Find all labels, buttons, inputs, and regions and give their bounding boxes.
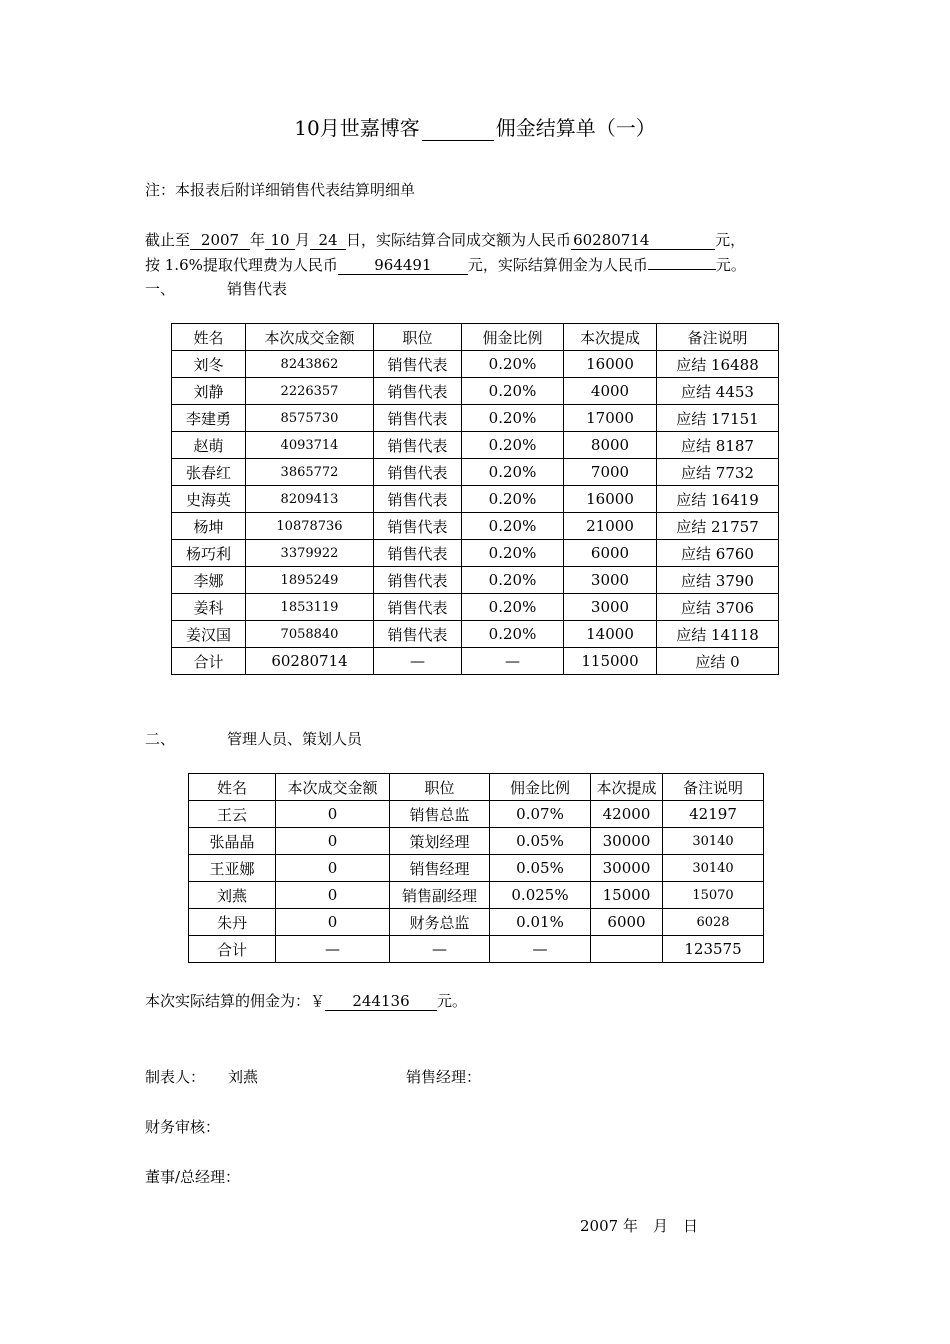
- table-cell: 应结 3706: [657, 594, 779, 621]
- table-cell: 王云: [189, 801, 276, 828]
- table-cell: 0.05%: [490, 828, 591, 855]
- summary-line-2: [145, 254, 746, 275]
- summary-line-1: [145, 229, 745, 250]
- table-cell: 杨坤: [172, 513, 246, 540]
- section-2-heading: [145, 728, 362, 749]
- table-cell: 销售代表: [374, 351, 462, 378]
- table-cell: 1895249: [246, 567, 374, 594]
- table-cell: 42197: [663, 801, 764, 828]
- section-number: 一、: [145, 280, 176, 298]
- table-cell: 14000: [564, 621, 657, 648]
- table-cell: 应结 14118: [657, 621, 779, 648]
- table-cell: 销售代表: [374, 567, 462, 594]
- table-row: [172, 405, 779, 432]
- column-header: 本次成交金额: [246, 324, 374, 351]
- title-left: 10月世嘉博客: [294, 116, 420, 140]
- table-cell: 销售代表: [374, 432, 462, 459]
- table-cell: 115000: [564, 648, 657, 675]
- table-cell: 4000: [564, 378, 657, 405]
- column-header: 佣金比例: [462, 324, 564, 351]
- table-cell: —: [390, 936, 490, 963]
- table-row: [189, 828, 764, 855]
- table-cell: 3379922: [246, 540, 374, 567]
- table-cell: 0.20%: [462, 378, 564, 405]
- table-row: [172, 351, 779, 378]
- total-suffix: 元。: [437, 992, 468, 1010]
- table-cell: 0.20%: [462, 405, 564, 432]
- table-cell: 8575730: [246, 405, 374, 432]
- table-cell: 张晶晶: [189, 828, 276, 855]
- table-row: [172, 567, 779, 594]
- column-header: 职位: [374, 324, 462, 351]
- maker-name: 刘燕: [228, 1068, 259, 1086]
- table-cell: 应结 7732: [657, 459, 779, 486]
- table-cell: 17000: [564, 405, 657, 432]
- table-cell: 销售经理: [390, 855, 490, 882]
- table-cell: 应结 16488: [657, 351, 779, 378]
- table-row: [189, 855, 764, 882]
- table-cell: [591, 936, 663, 963]
- table-cell: 3000: [564, 567, 657, 594]
- table-cell: 0.20%: [462, 432, 564, 459]
- note: 注：本报表后附详细销售代表结算明细单: [145, 181, 416, 199]
- maker-label: 制表人：: [145, 1068, 206, 1086]
- finance-review-label: 财务审核：: [145, 1118, 221, 1136]
- table-row: [189, 909, 764, 936]
- summary-text: 截止至: [145, 231, 191, 249]
- column-header: 职位: [390, 774, 490, 801]
- total-commission-line: [145, 990, 467, 1011]
- table-cell: 10878736: [246, 513, 374, 540]
- table-cell: 应结 16419: [657, 486, 779, 513]
- table-cell: 0.20%: [462, 513, 564, 540]
- management-table: [188, 773, 764, 963]
- table-cell: 7000: [564, 459, 657, 486]
- table-cell: 30140: [663, 855, 764, 882]
- summary-text: 按 1.6%提取代理费为人民币: [145, 256, 338, 274]
- table-row: [172, 459, 779, 486]
- table-row: [172, 432, 779, 459]
- sales-manager-label: 销售经理：: [406, 1068, 482, 1086]
- table-cell: 0.20%: [462, 594, 564, 621]
- table-cell: 6028: [663, 909, 764, 936]
- table-cell: 刘静: [172, 378, 246, 405]
- section-title: 销售代表: [227, 280, 288, 298]
- sales-rep-table: [171, 323, 779, 675]
- table-cell: 李建勇: [172, 405, 246, 432]
- table-row: [189, 936, 764, 963]
- table-cell: 王亚娜: [189, 855, 276, 882]
- table-cell: 刘燕: [189, 882, 276, 909]
- table-cell: 0.20%: [462, 567, 564, 594]
- table-cell: 15000: [591, 882, 663, 909]
- table-cell: 0: [276, 828, 390, 855]
- table-cell: 0: [276, 801, 390, 828]
- table-cell: 16000: [564, 486, 657, 513]
- table-cell: 销售总监: [390, 801, 490, 828]
- table-cell: 8000: [564, 432, 657, 459]
- table-row: [189, 882, 764, 909]
- table-cell: 销售代表: [374, 594, 462, 621]
- table-cell: 应结 8187: [657, 432, 779, 459]
- table-cell: —: [374, 648, 462, 675]
- table-cell: 应结 0: [657, 648, 779, 675]
- column-header: 备注说明: [663, 774, 764, 801]
- table-cell: 15070: [663, 882, 764, 909]
- table-cell: 8243862: [246, 351, 374, 378]
- table-cell: 应结 6760: [657, 540, 779, 567]
- settle-month: 10: [265, 231, 295, 250]
- table-cell: 0.20%: [462, 459, 564, 486]
- general-manager-label: 董事/总经理：: [145, 1168, 241, 1186]
- table-cell: 张春红: [172, 459, 246, 486]
- table-cell: 21000: [564, 513, 657, 540]
- table-cell: 0.20%: [462, 351, 564, 378]
- table-cell: 销售代表: [374, 459, 462, 486]
- table-row: [172, 540, 779, 567]
- table-cell: 0.05%: [490, 855, 591, 882]
- table-cell: 策划经理: [390, 828, 490, 855]
- table-cell: 3000: [564, 594, 657, 621]
- table-cell: 0: [276, 909, 390, 936]
- table-cell: 赵萌: [172, 432, 246, 459]
- table-cell: 姜科: [172, 594, 246, 621]
- table-cell: 4093714: [246, 432, 374, 459]
- table-cell: 李娜: [172, 567, 246, 594]
- table-cell: 123575: [663, 936, 764, 963]
- table-row: [172, 648, 779, 675]
- table-cell: 2226357: [246, 378, 374, 405]
- total-commission: 244136: [325, 992, 437, 1011]
- table-cell: —: [276, 936, 390, 963]
- column-header: 备注说明: [657, 324, 779, 351]
- table-cell: 0.20%: [462, 621, 564, 648]
- table-cell: 8209413: [246, 486, 374, 513]
- table-row: [172, 513, 779, 540]
- title-blank: [422, 120, 494, 141]
- table-row: [172, 594, 779, 621]
- summary-text: 元，: [715, 231, 746, 249]
- sign-date: 2007 年 月 日: [580, 1217, 698, 1235]
- table-cell: 应结 3790: [657, 567, 779, 594]
- table-cell: 应结 17151: [657, 405, 779, 432]
- table-cell: 销售代表: [374, 513, 462, 540]
- table-cell: 30140: [663, 828, 764, 855]
- table-cell: —: [462, 648, 564, 675]
- column-header: 姓名: [172, 324, 246, 351]
- column-header: 本次提成: [564, 324, 657, 351]
- table-cell: 0.025%: [490, 882, 591, 909]
- section-number: 二、: [145, 730, 176, 748]
- title-right: 佣金结算单（一）: [495, 116, 656, 140]
- table-cell: 朱丹: [189, 909, 276, 936]
- table-cell: 应结 21757: [657, 513, 779, 540]
- table-cell: 0.20%: [462, 540, 564, 567]
- commission-blank: [648, 269, 716, 270]
- summary-text: 日，实际结算合同成交额为人民币: [346, 231, 572, 249]
- agency-fee: 964491: [338, 256, 468, 275]
- total-label: 本次实际结算的佣金为：￥: [145, 992, 326, 1010]
- table-cell: 销售代表: [374, 378, 462, 405]
- table-cell: 姜汉国: [172, 621, 246, 648]
- table-cell: 7058840: [246, 621, 374, 648]
- table-cell: 16000: [564, 351, 657, 378]
- table-cell: 销售副经理: [390, 882, 490, 909]
- table-cell: 刘冬: [172, 351, 246, 378]
- summary-text: 元，实际结算佣金为人民币: [467, 256, 648, 274]
- table-cell: 财务总监: [390, 909, 490, 936]
- table-row: [172, 621, 779, 648]
- table-cell: 销售代表: [374, 486, 462, 513]
- settle-day: 24: [310, 231, 346, 250]
- header-row: [172, 324, 779, 351]
- table-cell: 杨巧利: [172, 540, 246, 567]
- table-cell: 30000: [591, 828, 663, 855]
- settle-year: 2007: [190, 231, 250, 250]
- table-cell: 合计: [172, 648, 246, 675]
- table-cell: 0: [276, 855, 390, 882]
- table-cell: 6000: [591, 909, 663, 936]
- summary-text: 元。: [715, 256, 746, 274]
- column-header: 本次提成: [591, 774, 663, 801]
- table-row: [189, 801, 764, 828]
- table-cell: 42000: [591, 801, 663, 828]
- table-cell: 史海英: [172, 486, 246, 513]
- table-cell: 0.07%: [490, 801, 591, 828]
- table-cell: 0: [276, 882, 390, 909]
- contract-amount: 60280714: [571, 231, 715, 250]
- header-row: [189, 774, 764, 801]
- column-header: 佣金比例: [490, 774, 591, 801]
- table-cell: 6000: [564, 540, 657, 567]
- page-title: [0, 112, 950, 141]
- table-cell: 应结 4453: [657, 378, 779, 405]
- summary-text: 年: [250, 231, 266, 249]
- table-cell: 60280714: [246, 648, 374, 675]
- table-row: [172, 486, 779, 513]
- column-header: 本次成交金额: [276, 774, 390, 801]
- section-1-heading: [145, 278, 287, 299]
- section-title: 管理人员、策划人员: [227, 730, 363, 748]
- table-cell: 合计: [189, 936, 276, 963]
- table-cell: 0.20%: [462, 486, 564, 513]
- table-cell: 销售代表: [374, 405, 462, 432]
- table-row: [172, 378, 779, 405]
- column-header: 姓名: [189, 774, 276, 801]
- summary-text: 月: [295, 231, 311, 249]
- table-cell: 30000: [591, 855, 663, 882]
- table-cell: 3865772: [246, 459, 374, 486]
- table-cell: 0.01%: [490, 909, 591, 936]
- table-cell: —: [490, 936, 591, 963]
- table-cell: 销售代表: [374, 540, 462, 567]
- table-cell: 销售代表: [374, 621, 462, 648]
- table-cell: 1853119: [246, 594, 374, 621]
